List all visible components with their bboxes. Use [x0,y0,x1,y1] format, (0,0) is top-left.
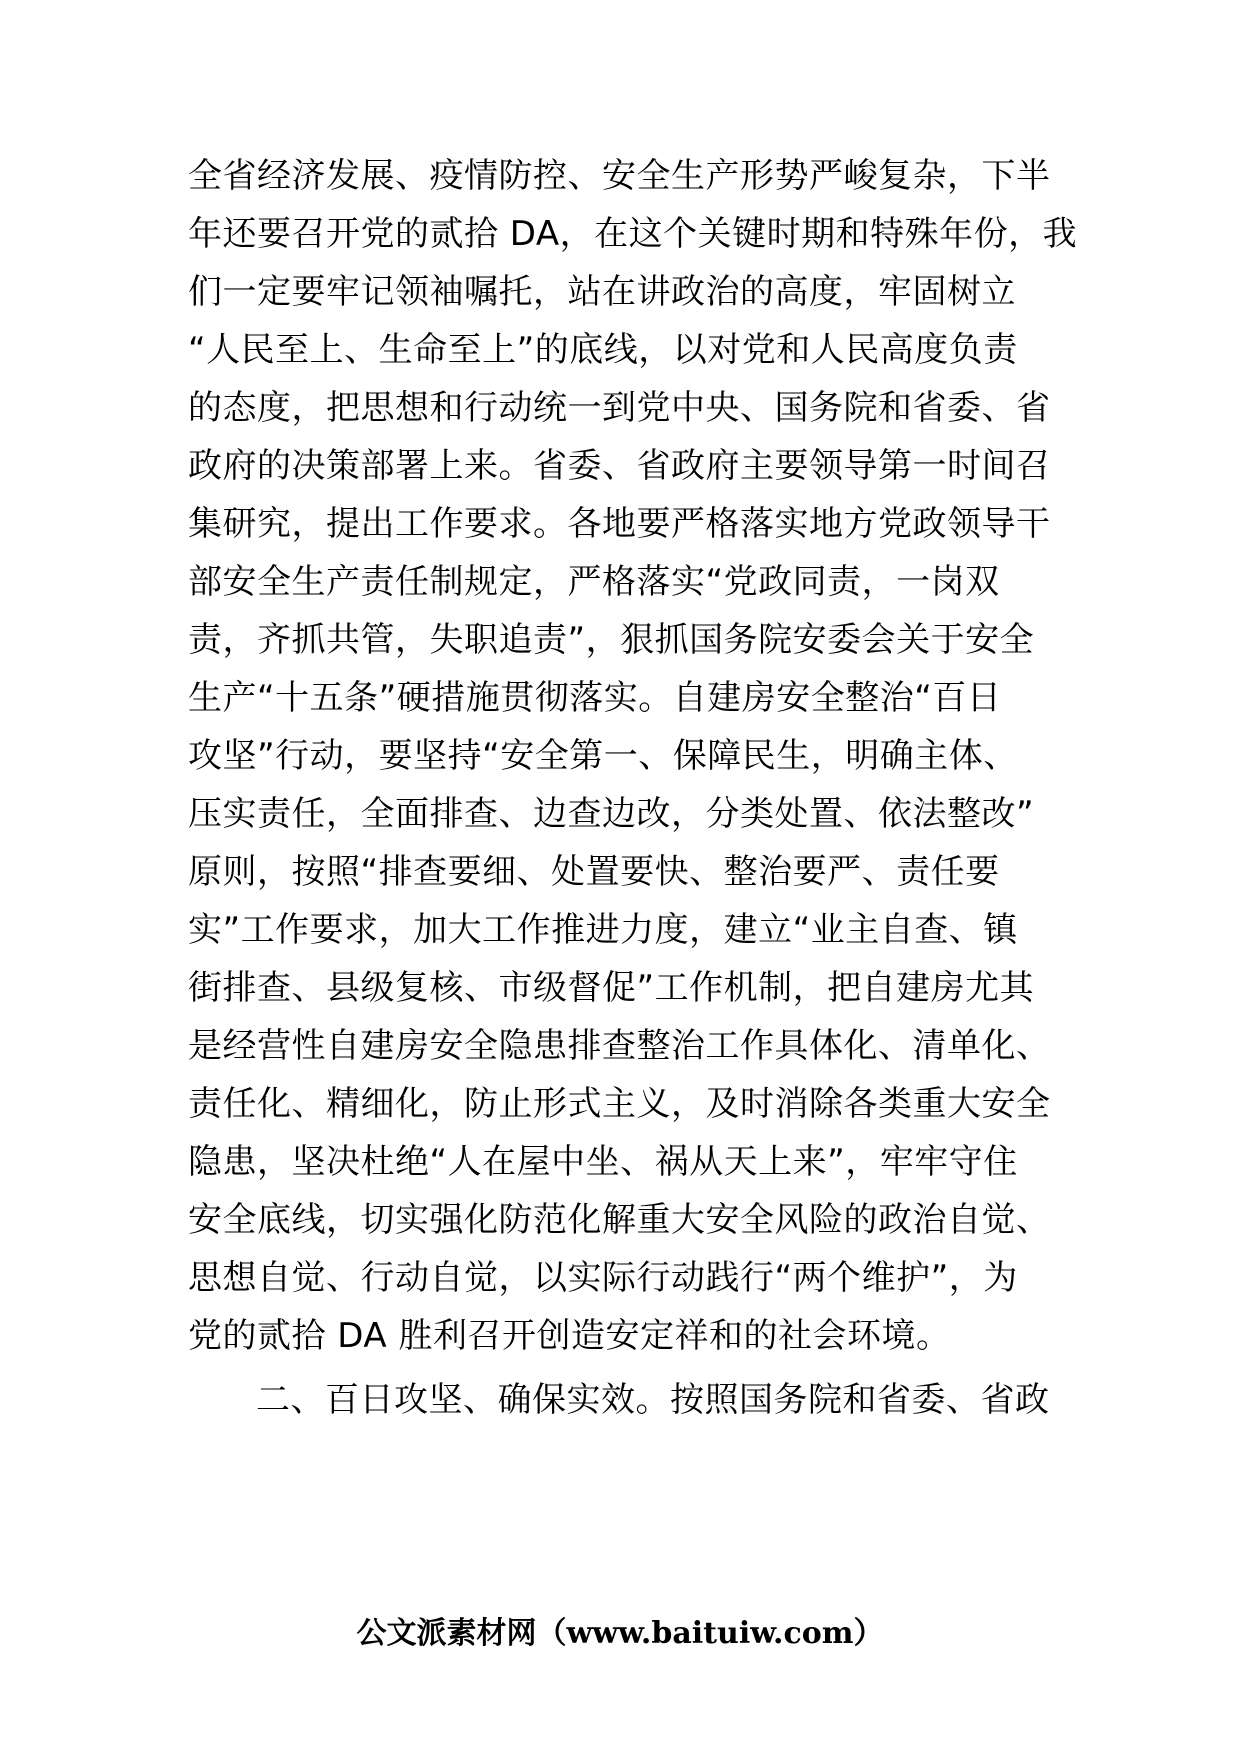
body-line-9: 责，齐抓共管，失职追责”，狠抓国务院安委会关于安全 [188,620,1035,660]
body-line-1: 全省经济发展、疫情防控、安全生产形势严峻复杂，下半 [188,156,1051,196]
body-line-21: 党的贰拾 DA 胜利召开创造安定祥和的社会环境。 [188,1316,951,1356]
body-line-8: 部安全生产责任制规定，严格落实“党政同责，一岗双 [188,562,1000,602]
body-line-18: 隐患，坚决杜绝“人在屋中坐、祸从天上来”，牢牢守住 [188,1142,1018,1182]
footer-watermark-text: 公文派素材网（www.baituiw.com） [356,1616,884,1651]
body-line-6: 政府的决策部署上来。省委、省政府主要领导第一时间召 [188,446,1051,486]
body-line-10: 生产“十五条”硬措施贯彻落实。自建房安全整治“百日 [188,678,1002,718]
body-line-16: 是经营性自建房安全隐患排查整治工作具体化、清单化、 [188,1026,1051,1066]
body-line-4: “人民至上、生命至上”的底线，以对党和人民高度负责 [188,330,1018,370]
body-line-7: 集研究，提出工作要求。各地要严格落实地方党政领导干 [188,504,1051,544]
body-line-20: 思想自觉、行动自觉，以实际行动践行“两个维护”，为 [188,1258,1018,1298]
body-line-15: 街排查、县级复核、市级督促”工作机制，把自建房尤其 [188,968,1035,1008]
body-line-19: 安全底线，切实强化防范化解重大安全风险的政治自觉、 [188,1200,1051,1240]
body-line-11: 攻坚”行动，要坚持“安全第一、保障民生，明确主体、 [188,736,1018,776]
body-line-17: 责任化、精细化，防止形式主义，及时消除各类重大安全 [188,1084,1051,1124]
body-line-2: 年还要召开党的贰拾 DA，在这个关键时期和特殊年份，我 [188,214,1078,254]
body-line-3: 们一定要牢记领袖嘱托，站在讲政治的高度，牢固树立 [188,272,1016,312]
body-line-5: 的态度，把思想和行动统一到党中央、国务院和省委、省 [188,388,1051,428]
body-line-14: 实”工作要求，加大工作推进力度，建立“业主自查、镇 [188,910,1018,950]
body-line-12: 压实责任，全面排查、边查边改，分类处置、依法整改” [188,794,1035,834]
body-line-13: 原则，按照“排查要细、处置要快、整治要严、责任要 [188,852,1000,892]
section-heading-line: 二、百日攻坚、确保实效。按照国务院和省委、省政 [256,1380,1050,1420]
